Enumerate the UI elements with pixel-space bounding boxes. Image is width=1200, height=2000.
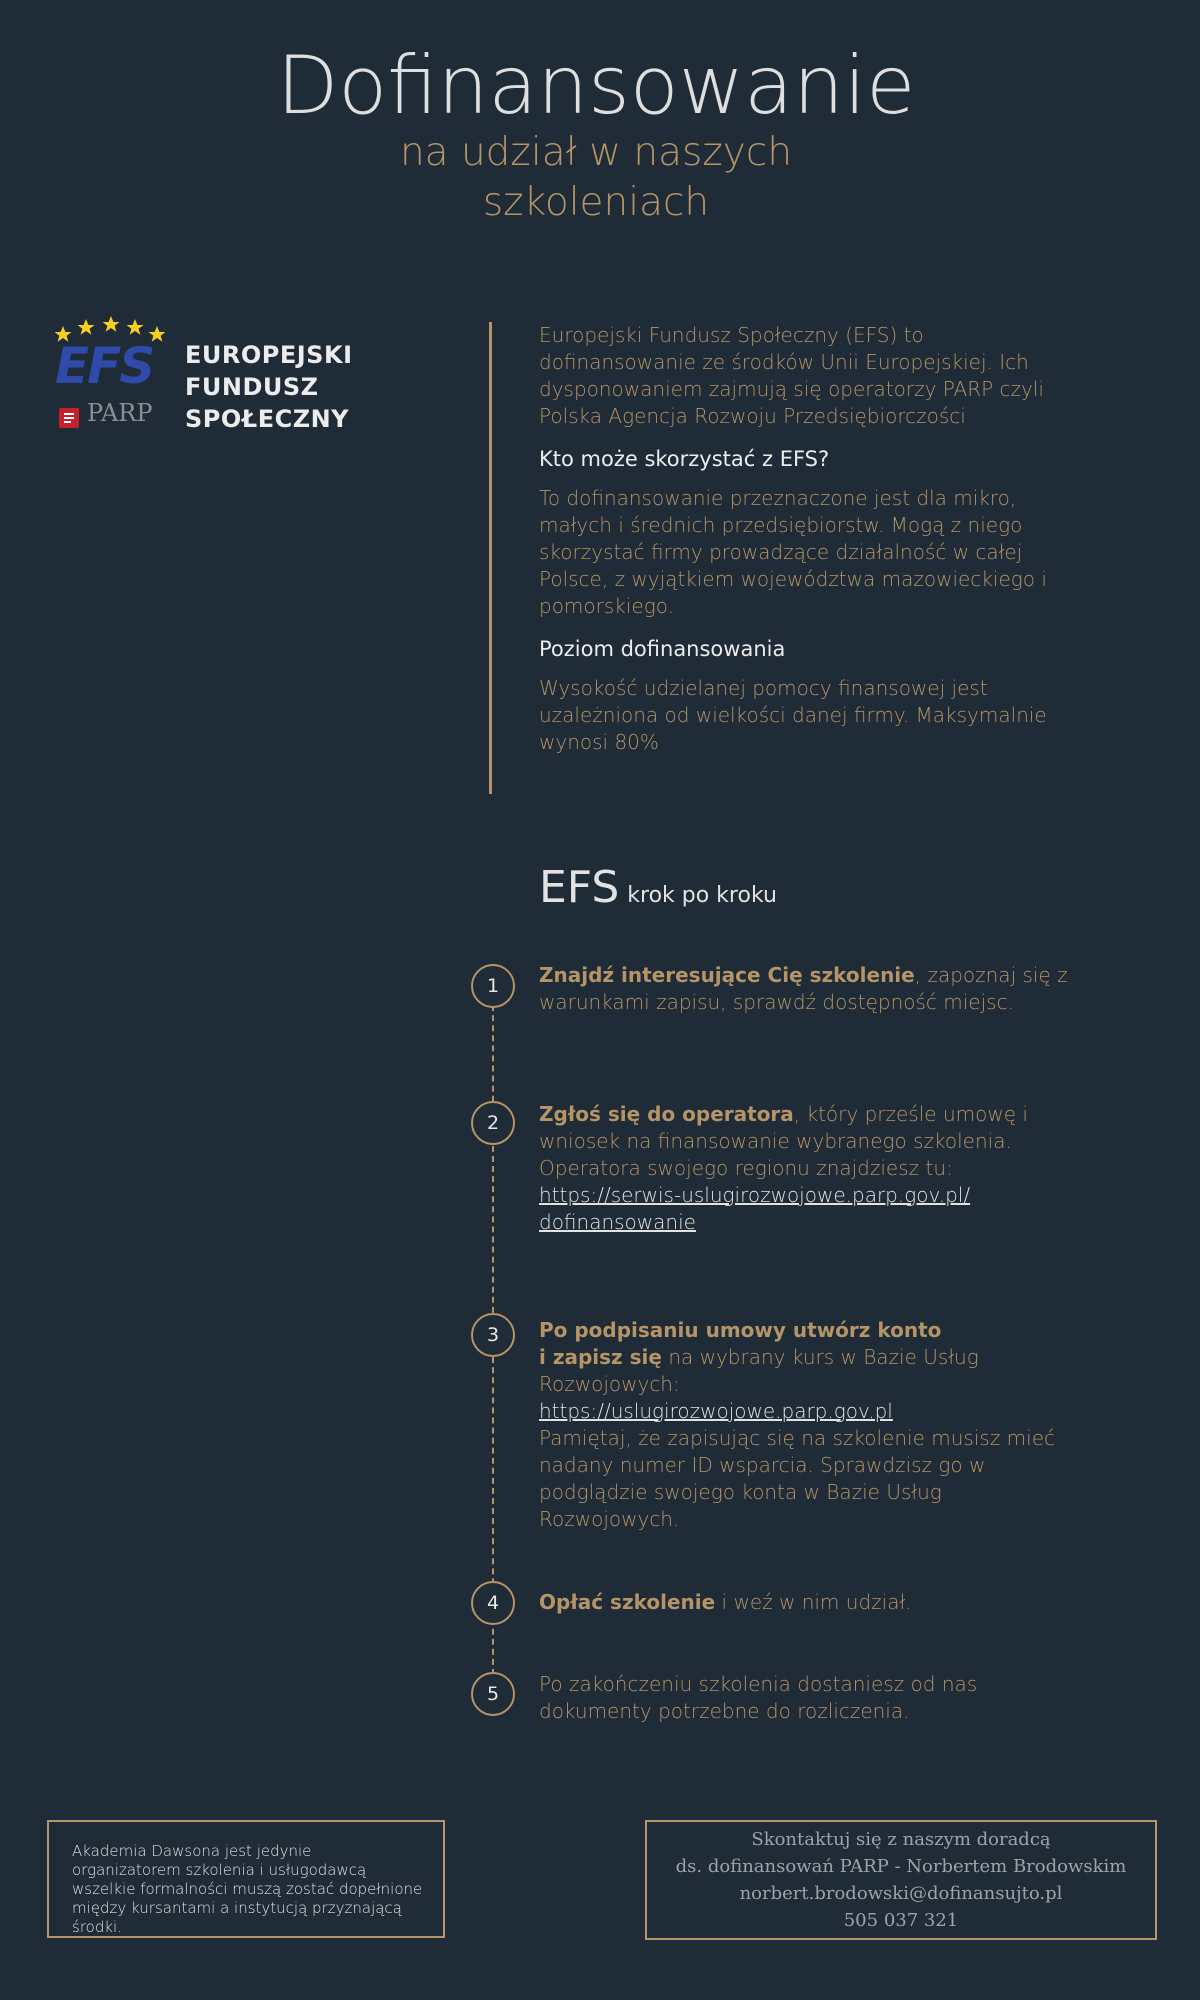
step-text xyxy=(539,1101,1039,1236)
step-desc: Po zakończeniu szkolenia dostaniesz od nas dokumenty potrzebne do rozliczenia. xyxy=(539,1672,978,1723)
contact-phone[interactable]: 505 037 321 xyxy=(843,1910,959,1931)
operator-link[interactable]: dofinansowanie xyxy=(539,1210,696,1234)
step-desc: , zapoznaj się z warunkami zapisu, sprawdź dostępność miejsc. xyxy=(539,963,1068,1014)
level-heading: Poziom dofinansowania xyxy=(539,637,786,661)
page-title: Dofinansowanie xyxy=(276,39,916,132)
step-desc: i weź w nim udział. xyxy=(715,1590,912,1614)
step-text xyxy=(539,1589,1069,1616)
vertical-divider xyxy=(489,322,492,794)
level-text: Wysokość udzielanej pomocy finansowej jest uzależniona od wielkości danej firmy. Maksymalnie wynosi 80% xyxy=(539,676,1047,754)
step-desc: na wybrany kurs w Bazie Usług Rozwojowych: xyxy=(539,1345,979,1396)
step-number: 2 xyxy=(471,1101,515,1145)
step-bold: Opłać szkolenie xyxy=(539,1590,716,1614)
contact-box xyxy=(645,1820,1157,1940)
disclaimer-box: Akademia Dawsona jest jedynie organizatorem szkolenia i usługodawcą wszelkie formalności muszą zostać dopełnione między kursantami a instytucją przyznającą środki. xyxy=(47,1820,445,1938)
page-subtitle xyxy=(0,128,1192,228)
subtitle-line: szkoleniach xyxy=(482,180,710,225)
step-bold: Znajdź interesujące Cię szkolenie xyxy=(539,963,915,987)
step-bold: Zgłoś się do operatora xyxy=(539,1102,794,1126)
efs-name-line: FUNDUSZ xyxy=(185,373,319,401)
info-section xyxy=(539,322,1059,771)
efs-name-line: SPOŁECZNY xyxy=(185,405,350,433)
step-desc: , który prześle umowę i wniosek na finansowanie wybranego szkolenia. Operatora swojego regionu znajdziesz tu: xyxy=(539,1102,1028,1180)
step-bold: i zapisz się xyxy=(539,1345,662,1369)
who-text: To dofinansowanie przeznaczone jest dla mikro, małych i średnich przedsiębiorstw. Mogą z niego skorzystać firmy prowadzące działalność w całej Polsce, z wyjątkiem województwa mazowieckiego i pomorskiego. xyxy=(539,486,1047,618)
efs-mark: EFS xyxy=(55,337,154,395)
efs-name xyxy=(185,339,385,435)
efs-name-line: EUROPEJSKI xyxy=(185,341,353,369)
contact-line: ds. dofinansowań PARP - Norbertem Brodowskim xyxy=(675,1856,1127,1877)
step-note: Pamiętaj, że zapisując się na szkolenie musisz mieć nadany numer ID wsparcia. Sprawdzisz go w podglądzie swojego konta w Bazie Usług Rozwojowych. xyxy=(539,1426,1056,1531)
step-bold: Po podpisaniu umowy utwórz konto xyxy=(539,1318,942,1342)
subtitle-line: na udział w naszych xyxy=(399,130,793,175)
step-text xyxy=(539,1671,1039,1725)
step-number: 3 xyxy=(471,1313,515,1357)
parp-logo-text: PARP xyxy=(87,399,153,427)
bur-link[interactable]: https://uslugirozwojowe.parp.gov.pl xyxy=(539,1399,893,1423)
step-number: 1 xyxy=(471,964,515,1008)
steps-title-sub: krok po kroku xyxy=(627,883,777,908)
step-text xyxy=(539,1317,1069,1533)
contact-line: Skontaktuj się z naszym doradcą xyxy=(751,1829,1051,1850)
who-heading: Kto może skorzystać z EFS? xyxy=(539,447,830,471)
contact-email[interactable]: norbert.brodowski@dofinansujto.pl xyxy=(739,1883,1063,1904)
efs-logo xyxy=(55,305,375,445)
step-text xyxy=(539,962,1069,1016)
step-number: 5 xyxy=(471,1672,515,1716)
intro-text: Europejski Fundusz Społeczny (EFS) to dofinansowanie ze środków Unii Europejskiej. Ich dysponowaniem zajmują się operatorzy PARP czyli Polska Agencja Rozwoju Przedsiębiorczości xyxy=(539,323,1044,428)
step-number: 4 xyxy=(471,1581,515,1625)
steps-title xyxy=(539,862,777,913)
steps-title-main: EFS xyxy=(539,862,620,913)
operator-link[interactable]: https://serwis-uslugirozwojowe.parp.gov.pl/ xyxy=(539,1183,971,1207)
